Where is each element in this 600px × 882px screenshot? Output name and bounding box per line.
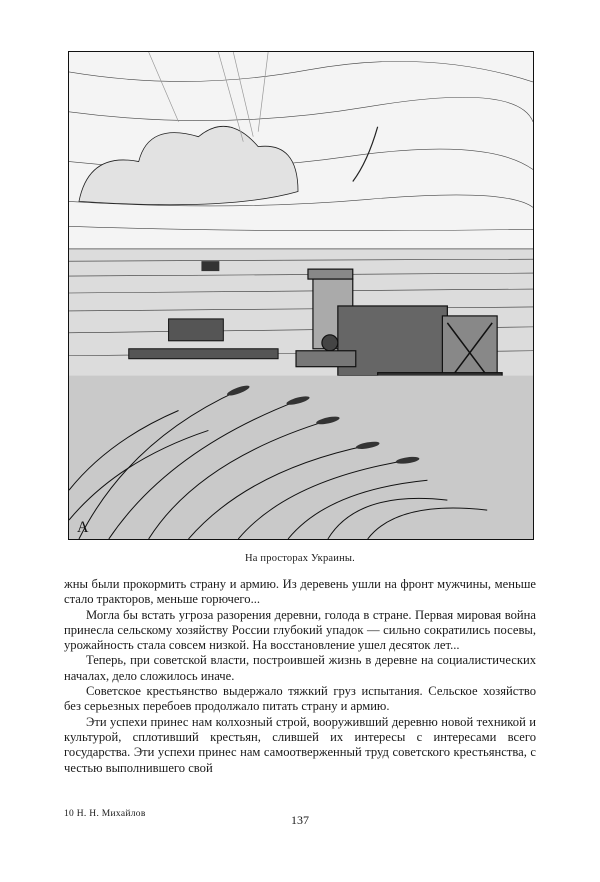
paragraph-4: Советское крестьянство выдержало тяжкий груз испытания. Сельское хозяйство без серьезных перебоев продолжало питать страну и армию.	[64, 684, 536, 714]
paragraph-1: жны были прокормить страну и армию. Из деревень ушли на фронт мужчины, меньше стало тракторов, меньше горючего...	[64, 577, 536, 607]
body-text	[64, 577, 536, 776]
paragraph-2: Могла бы встать угроза разорения деревни, голода в стране. Первая мировая война принесла сельскому хозяйству России глубокий упадок — сильно сократились посевы, урожайность стала совсем низкой. На восстановление ушел десяток лет...	[64, 607, 536, 653]
page-number: 137	[291, 813, 309, 827]
paragraph-3: Теперь, при советской власти, построившей жизнь в деревне на социалистических началах, дело сложилось иначе.	[64, 653, 536, 683]
paragraph-5: Эти успехи принес нам колхозный строй, вооруживший деревню новой техникой и культурой, сплотивший крестьян, слившей их интересы с интересами всего государства. Эти успехи принес нам самоотверженный труд советского крестьянства, с честью выполнившего свой	[64, 714, 536, 775]
illustration-drawing	[69, 52, 533, 539]
figure-caption: На просторах Украины.	[244, 553, 356, 564]
signature-mark: 10 Н. Н. Михайлов	[64, 809, 146, 819]
illustration-harvest-tractor	[68, 51, 534, 540]
artist-monogram: А	[76, 518, 89, 536]
